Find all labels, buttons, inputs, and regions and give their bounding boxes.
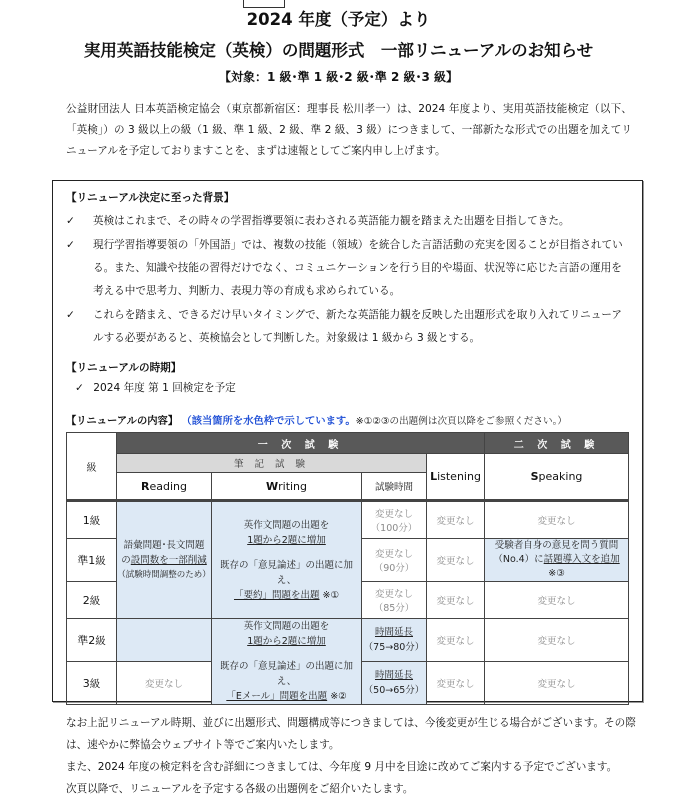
- background-heading: 【リニューアル決定に至った背景】: [66, 192, 235, 204]
- exam-time-cell: 時間延長 （50→65分）: [362, 662, 427, 705]
- renewal-table: [66, 432, 629, 705]
- listening-cell: 変更なし: [427, 501, 485, 539]
- bullet-text: これらを踏まえ、できるだけ早いタイミングで、新たな英語能力観を反映した出題形式を取り入れてリニューアルする必要があると、英検協会として判断した。対象級は 1 級から 3 級とする。: [93, 309, 622, 344]
- exam-time-cell: 変更なし （85分）: [362, 582, 427, 619]
- check-icon: ✓: [66, 239, 75, 251]
- bullet-text: 現行学習指導要領の「外国語」では、複数の技能（領域）を統合した言語活動の充実を図ることが目指されている。また、知識や技能の習得だけでなく、コミュニケーションを行う目的や場面、状況等に応じた言語の運用を考える中で思考力、判断力、表現力等の育成も求められている。: [93, 239, 623, 297]
- content-heading-row: [66, 412, 567, 427]
- background-bullet: [66, 234, 632, 303]
- table-row: [67, 501, 629, 539]
- listening-cell: 変更なし: [427, 582, 485, 619]
- content-heading: 【リニューアルの内容】: [66, 415, 179, 427]
- listening-cell: 変更なし: [427, 619, 485, 662]
- writing-change-cell: 英作文問題の出題を 1題から2題に増加 既存の「意見論述」の出題に加え、 「Eメール」問題を出題 ※②: [212, 619, 362, 705]
- reference-note: ※①②③の出題例は次頁以降をご参照ください。）: [355, 416, 567, 427]
- timing-heading: 【リニューアルの時期】: [66, 362, 182, 374]
- speaking-change-cell: 受験者自身の意見を問う質問 （No.4）に話題導入文を追加 ※③: [485, 539, 629, 582]
- col-grade-header: 級: [67, 433, 117, 501]
- writing-change-cell: 英作文問題の出題を 1題から2題に増加 既存の「意見論述」の出題に加え、 「要約」問題を出題 ※①: [212, 501, 362, 619]
- closing-line: なお上記リニューアル時期、並びに出題形式、問題構成等につきましては、今後変更が生じる場合がございます。その際は、速やかに弊協会ウェブサイト等でご案内いたします。: [66, 717, 636, 751]
- intro-paragraph: 公益財団法人 日本英語検定協会（東京都新宿区：理事長 松川孝一）は、2024 年度より、実用英語技能検定（以下、「英検」）の 3 級以上の級（1 級、準 1 級、2 級、準 2 級、3 級）につきまして、一部新たな形式での出題を加えてリニューアルを予定しておりますことを、まずは速報としてご案内申し上げます。: [66, 103, 632, 157]
- title-line-2: 実用英語技能検定（英検）の問題形式 一部リニューアルのお知らせ: [83, 41, 594, 60]
- timing-text: 2024 年度 第 1 回検定を予定: [93, 382, 236, 394]
- closing-paragraphs: [66, 712, 636, 800]
- reading-header: Reading: [117, 473, 212, 501]
- paren: （: [181, 415, 192, 427]
- grade-cell: 3級: [67, 662, 117, 705]
- table-row: [67, 619, 629, 662]
- timing-item: [75, 378, 236, 398]
- closing-line: 次頁以降で、リニューアルを予定する各級の出題例をご紹介いたします。: [66, 783, 414, 795]
- speaking-cell: 変更なし: [485, 619, 629, 662]
- reading-cell: [117, 619, 212, 662]
- second-exam-header: 二 次 試 験: [485, 433, 629, 454]
- bullet-text: 英検はこれまで、その時々の学習指導要領に表わされる英語能力観を踏まえた出題を目指してきた。: [93, 215, 570, 227]
- exam-time-cell: 変更なし （90分）: [362, 539, 427, 582]
- grade-cell: 1級: [67, 501, 117, 539]
- listening-cell: 変更なし: [427, 539, 485, 582]
- listening-cell: 変更なし: [427, 662, 485, 705]
- closing-line: また、2024 年度の検定料を含む詳細につきましては、今年度 9 月中を目途に改めてご案内する予定でございます。: [66, 761, 618, 773]
- grade-cell: 準1級: [67, 539, 117, 582]
- speaking-cell: 変更なし: [485, 662, 629, 705]
- background-bullet: [66, 304, 632, 350]
- highlight-note: 該当箇所を水色枠で示しています。: [191, 415, 356, 427]
- reading-cell: 変更なし: [117, 662, 212, 705]
- check-icon: ✓: [66, 215, 75, 227]
- check-icon: ✓: [75, 382, 84, 394]
- check-icon: ✓: [66, 309, 75, 321]
- exam-time-cell: 時間延長 （75→80分）: [362, 619, 427, 662]
- listening-header: Listening: [427, 454, 485, 501]
- title-line-1: 2024 年度（予定）より: [246, 10, 431, 29]
- speaking-cell: 変更なし: [485, 582, 629, 619]
- grade-cell: 2級: [67, 582, 117, 619]
- written-exam-header: 筆 記 試 験: [117, 454, 427, 473]
- exam-time-cell: 変更なし （100分）: [362, 501, 427, 539]
- grade-cell: 準2級: [67, 619, 117, 662]
- first-exam-header: 一 次 試 験: [117, 433, 485, 454]
- writing-header: Writing: [212, 473, 362, 501]
- speaking-cell: 変更なし: [485, 501, 629, 539]
- target-grades: 【対象：1 級･準 1 級･2 級･準 2 級･3 級】: [219, 70, 458, 84]
- exam-time-header: 試験時間: [362, 473, 427, 501]
- reading-change-cell: 語彙問題･長文問題 の設問数を一部削減 （試験時間調整のため）: [117, 501, 212, 619]
- background-bullet: [66, 210, 632, 233]
- speaking-header: Speaking: [485, 454, 629, 501]
